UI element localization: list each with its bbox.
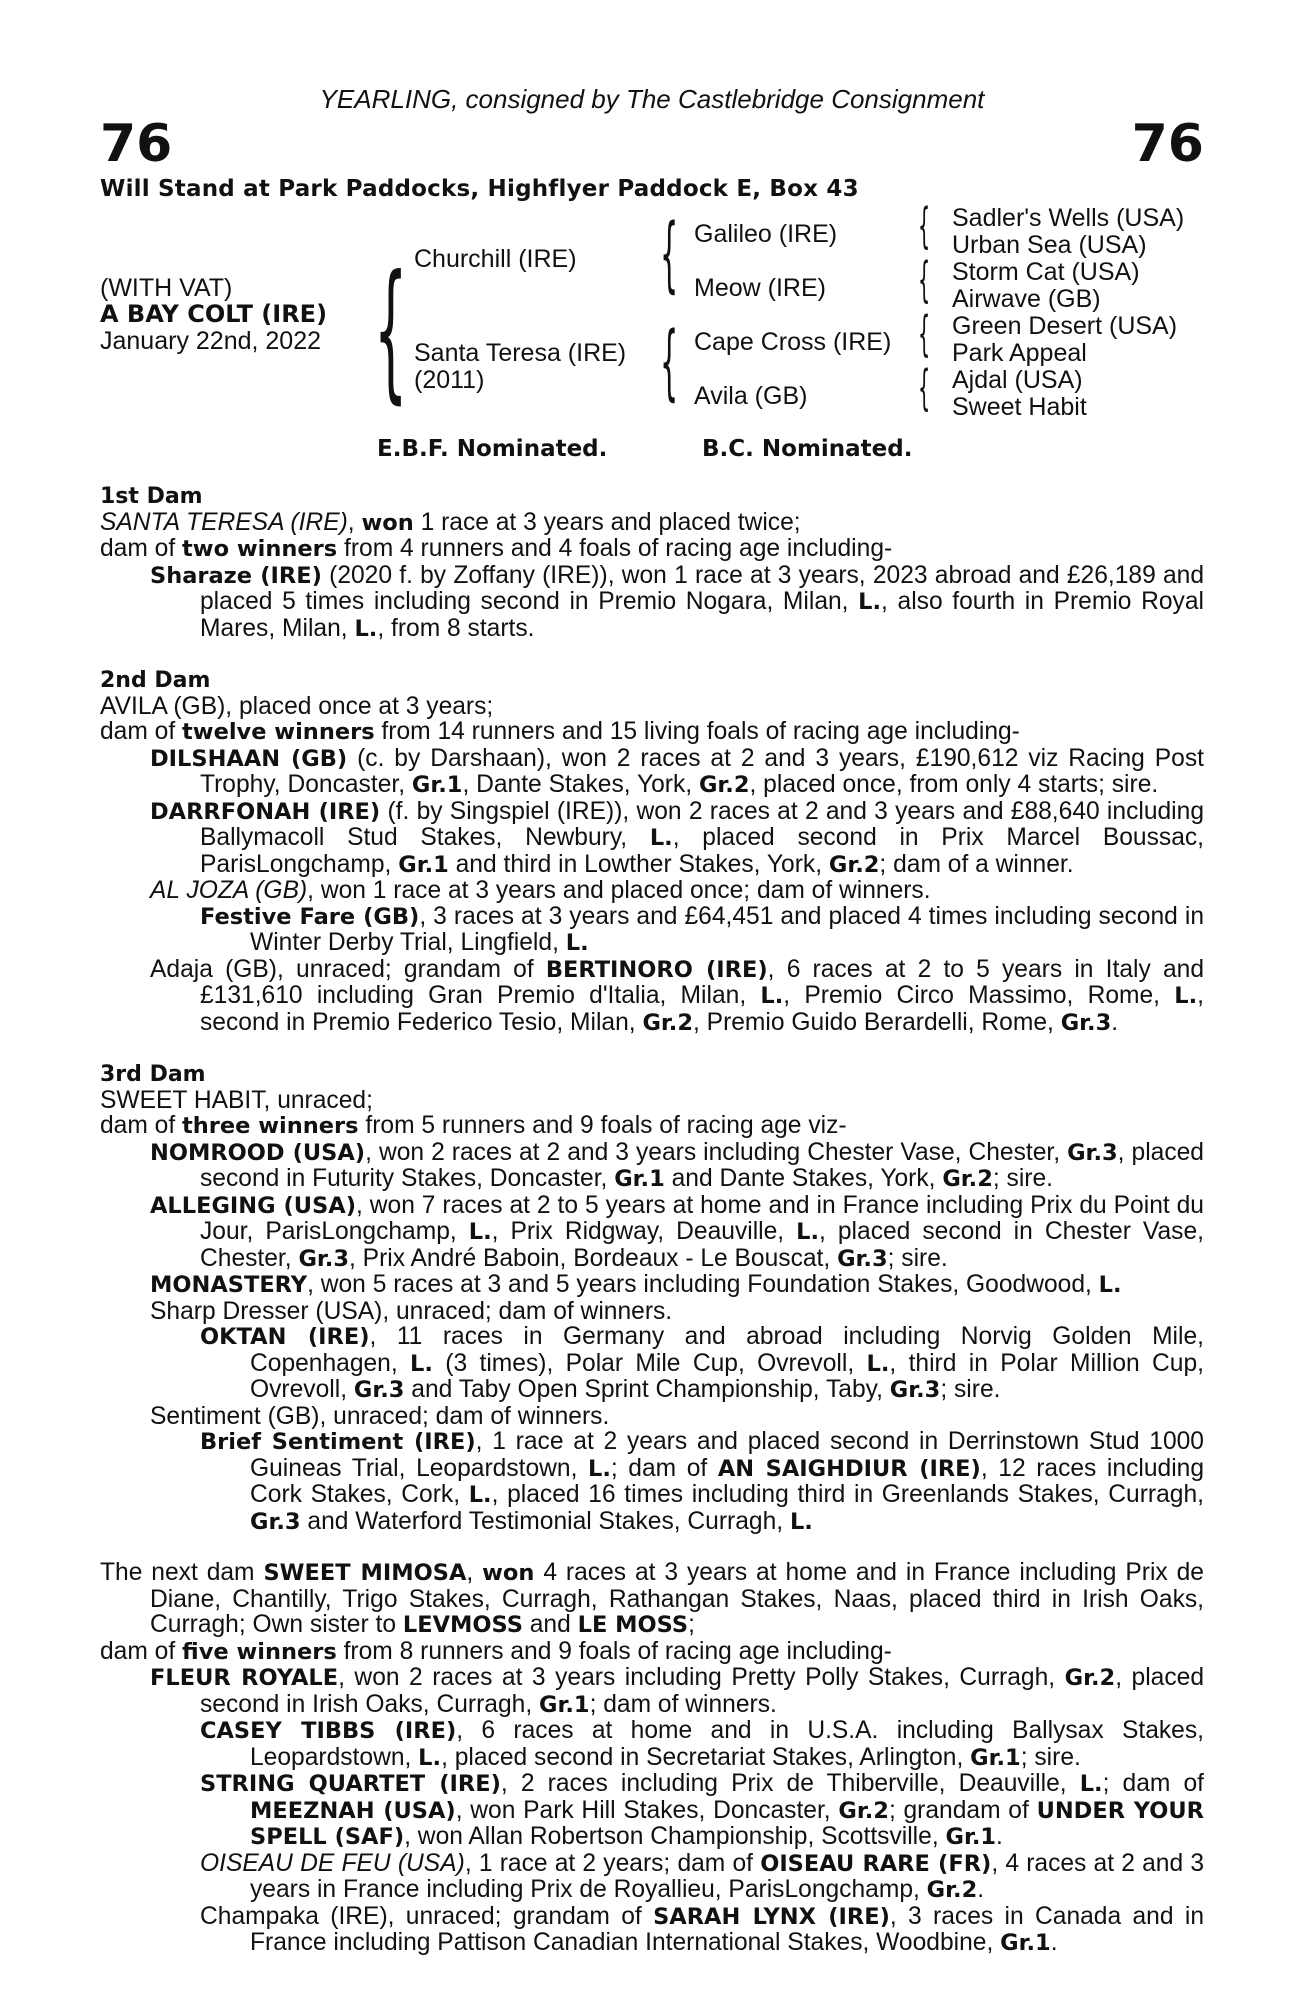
brace-symbol: { [918,198,931,254]
lot-name: A BAY COLT (IRE) [100,300,328,328]
dam-sire-name: Cape Cross (IRE) [694,328,892,356]
dam-produce-summary: dam of two winners from 4 runners and 4 foals of racing age including- [100,535,893,562]
lot-number-left: 76 [100,114,173,174]
vat-note: (WITH VAT) [100,274,233,302]
sire-dam-name: Meow (IRE) [694,274,826,302]
sire-name: Churchill (IRE) [414,245,577,273]
dam-produce-summary: dam of five winners from 8 runners and 9 foals of racing age including- [100,1637,892,1665]
produce-entry: Sharp Dresser (USA), unraced; dam of winners. [150,1297,673,1325]
ancestor-name: Sadler's Wells (USA) [952,204,1185,232]
produce-entry: Adaja (GB), unraced; grandam of BERTINORO (IRE), 6 races at 2 to 5 years in Italy and £131,610 including Gran Premio d'Italia, Milan, L., Premio Circo Massimo, Rome, L., second in Premio Federico Tesio, Milan, Gr.2, Premio Guido Berardelli, Rome, Gr.3. [150,955,1204,1036]
next-dam-record: The next dam SWEET MIMOSA, won 4 races at 3 years at home and in France including Prix de Diane, Chantilly, Trigo Stakes, Curragh, Rathangan Stakes, Naas, placed third in Irish Oaks, Curragh; Own sister to LEVMOSS and LE MOSS; [100,1559,1204,1638]
dam-record: SWEET HABIT, unraced; [100,1086,373,1114]
ancestor-name: Sweet Habit [952,393,1087,421]
produce-entry: Brief Sentiment (IRE), 1 race at 2 years and placed second in Derrinstown Stud 1000 Guineas Trial, Leopardstown, L.; dam of AN SAIGHDIUR (IRE), 12 races including Cork Stakes, Cork, L., placed 16 times including third in Greenlands Stakes, Curragh, Gr.3 and Waterford Testimonial Stakes, Curragh, L. [200,1428,1205,1535]
produce-entry: OISEAU DE FEU (USA), 1 race at 2 years; dam of OISEAU RARE (FR), 4 races at 2 and 3 years in France including Prix de Royallieu, ParisLongchamp, Gr.2. [200,1849,1205,1903]
produce-entry: CASEY TIBBS (IRE), 6 races at home and in U.S.A. including Ballysax Stakes, Leopardstown, L., placed second in Secretariat Stakes, Arlington, Gr.1; sire. [200,1717,1204,1771]
brace-symbol: { [374,244,408,418]
ebf-nomination: E.B.F. Nominated. [377,436,608,462]
dam-year: (2011) [414,366,485,394]
brace-symbol: { [918,306,931,362]
produce-entry: DILSHAAN (GB) (c. by Darshaan), won 2 races at 2 and 3 years, £190,612 viz Racing Post Trophy, Doncaster, Gr.1, Dante Stakes, York, Gr.2, placed once, from only 4 starts; sire. [150,744,1204,798]
produce-entry: Champaka (IRE), unraced; grandam of SARAH LYNX (IRE), 3 races in Canada and in France including Pattison Canadian International Stakes, Woodbine, Gr.1. [200,1902,1204,1956]
produce-entry: NOMROOD (USA), won 2 races at 2 and 3 years including Chester Vase, Chester, Gr.3, placed second in Futurity Stakes, Doncaster, Gr.1 and Dante Stakes, York, Gr.2; sire. [150,1138,1204,1192]
section-heading: 1st Dam [100,484,203,509]
brace-symbol: { [660,207,679,302]
produce-entry: ALLEGING (USA), won 7 races at 2 to 5 years at home and in France including Prix du Point du Jour, ParisLongchamp, L., Prix Ridgway, Deauville, L., placed second in Chester Vase, Chester, Gr.3, Prix André Baboin, Bordeaux - Le Bouscat, Gr.3; sire. [150,1191,1204,1272]
pedigree-notes [100,483,1204,1957]
sire-sire-name: Galileo (IRE) [694,220,838,248]
dam-record: SANTA TERESA (IRE), won 1 race at 3 years and placed twice; [100,508,801,536]
produce-entry: OKTAN (IRE), 11 races in Germany and abroad including Norvig Golden Mile, Copenhagen, L. (3 times), Polar Mile Cup, Ovrevoll, L., third in Polar Million Cup, Ovrevoll, Gr.3 and Taby Open Sprint Championship, Taby, Gr.3; sire. [200,1323,1204,1403]
produce-entry: AL JOZA (GB), won 1 race at 3 years and placed once; dam of winners. [150,877,931,904]
brace-symbol: { [918,252,931,308]
bc-nomination: B.C. Nominated. [702,436,913,462]
foaling-date: January 22nd, 2022 [100,327,322,355]
ancestor-name: Urban Sea (USA) [952,231,1147,259]
ancestor-name: Ajdal (USA) [952,366,1083,394]
ancestor-name: Storm Cat (USA) [952,258,1140,286]
section-heading: 2nd Dam [100,668,211,693]
ancestor-name: Park Appeal [952,339,1087,367]
dam-dam-name: Avila (GB) [694,382,808,410]
produce-entry: FLEUR ROYALE, won 2 races at 3 years including Pretty Polly Stakes, Curragh, Gr.2, placed second in Irish Oaks, Curragh, Gr.1; dam of winners. [150,1664,1205,1718]
ancestor-name: Airwave (GB) [952,285,1101,313]
brace-symbol: { [660,315,679,410]
produce-entry: Sentiment (GB), unraced; dam of winners. [150,1402,610,1430]
dam-produce-summary: dam of three winners from 5 runners and 9 foals of racing age viz- [100,1112,847,1139]
brace-symbol: { [918,360,931,416]
consignor-line: YEARLING, consigned by The Castlebridge Consignment [319,84,985,114]
produce-entry: DARRFONAH (IRE) (f. by Singspiel (IRE)), won 2 races at 2 and 3 years and £88,640 including Ballymacoll Stud Stakes, Newbury, L., placed second in Prix Marcel Boussac, ParisLongchamp, Gr.1 and third in Lowther Stakes, York, Gr.2; dam of a winner. [150,797,1205,878]
dam-name: Santa Teresa (IRE) [414,339,627,367]
lot-number-right: 76 [1131,114,1204,174]
dam-record: AVILA (GB), placed once at 3 years; [100,692,494,720]
dam-produce-summary: dam of twelve winners from 14 runners and 15 living foals of racing age including- [100,718,1020,745]
produce-entry: Sharaze (IRE) (2020 f. by Zoffany (IRE)), won 1 race at 3 years, 2023 abroad and £26,189 and placed 5 times including second in Premio Nogara, Milan, L., also fourth in Premio Royal Mares, Milan, L., from 8 starts. [150,561,1204,642]
produce-entry: STRING QUARTET (IRE), 2 races including Prix de Thiberville, Deauville, L.; dam of MEEZNAH (USA), won Park Hill Stakes, Doncaster, Gr.2; grandam of UNDER YOUR SPELL (SAF), won Allan Robertson Championship, Scottsville, Gr.1. [200,1770,1204,1850]
produce-entry: Festive Fare (GB), 3 races at 3 years and £64,451 and placed 4 times including second in Winter Derby Trial, Lingfield, L. [200,902,1204,956]
section-heading: 3rd Dam [100,1062,206,1087]
ancestor-name: Green Desert (USA) [952,312,1178,340]
produce-entry: MONASTERY, won 5 races at 3 and 5 years including Foundation Stakes, Goodwood, L. [150,1271,1122,1298]
stand-location: Will Stand at Park Paddocks, Highflyer Paddock E, Box 43 [100,176,859,202]
